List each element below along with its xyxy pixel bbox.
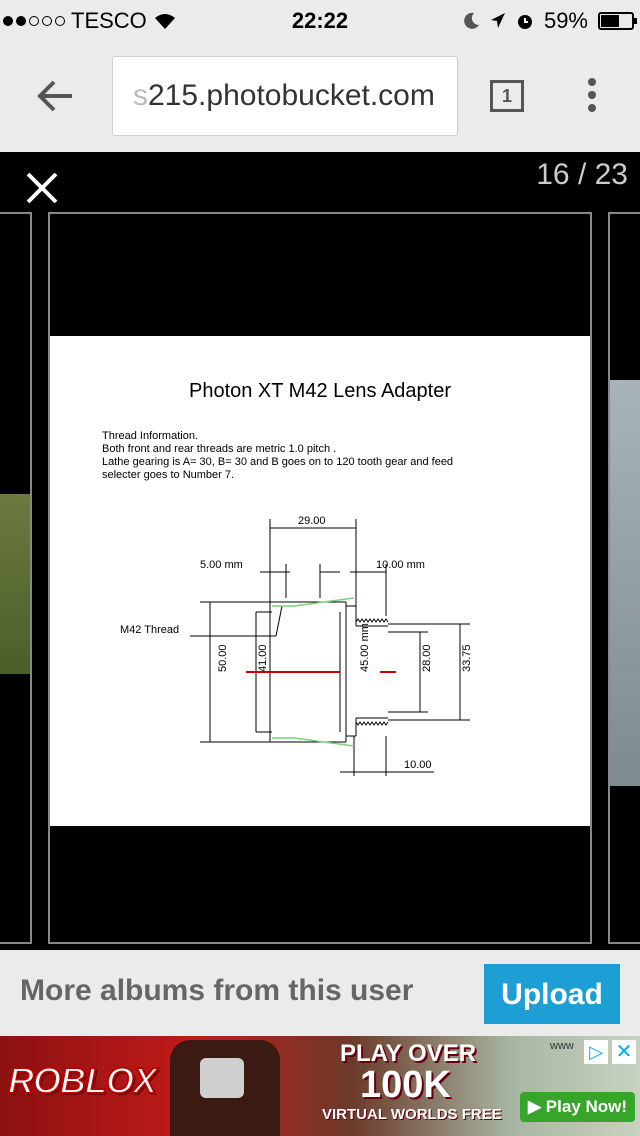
note-line: selecter goes to Number 7.: [102, 469, 235, 481]
dim-29: 29.00: [298, 515, 326, 527]
m42-thread-label: M42 Thread: [120, 624, 180, 636]
ad-www: www: [550, 1040, 574, 1052]
ad-subline: VIRTUAL WORLDS FREE: [322, 1106, 502, 1123]
url-hidden-part: s: [133, 79, 148, 112]
play-icon: ▶: [528, 1097, 546, 1116]
dim-10mm: 10.00 mm: [376, 559, 425, 571]
dim-10: 10.00: [404, 759, 432, 771]
ad-headline: PLAY OVER: [340, 1040, 477, 1067]
note-line: Thread Information.: [102, 430, 198, 442]
dim-5mm: 5.00 mm: [200, 559, 243, 571]
browser-toolbar: [0, 40, 640, 152]
note-line: Lathe gearing is A= 30, B= 30 and B goes on to 120 tooth gear and feed: [102, 456, 454, 468]
play-now-button[interactable]: [520, 1092, 635, 1122]
photo-viewer: [0, 152, 640, 950]
photo-counter: 16 / 23: [536, 158, 628, 191]
back-arrow-icon[interactable]: [36, 76, 76, 116]
play-now-label: Play Now!: [545, 1097, 628, 1116]
tab-switcher-button[interactable]: 1: [490, 80, 524, 112]
carrier-label: TESCO: [71, 8, 147, 33]
clock: 22:22: [291, 8, 349, 33]
samurai-character-image: [170, 1040, 280, 1136]
drawing-title: Photon XT M42 Lens Adapter: [188, 380, 452, 402]
more-albums-link[interactable]: More albums from this user: [20, 974, 414, 1007]
url-text: 215.photobucket.com: [148, 79, 435, 112]
dim-45: 45.00 mm: [359, 623, 371, 672]
roblox-logo: ROBLOX: [8, 1060, 157, 1101]
alarm-icon: [516, 12, 534, 30]
battery-icon: [598, 12, 634, 30]
adchoices-icon[interactable]: ▷: [584, 1040, 608, 1064]
note-line: Both front and rear threads are metric 1.0 pitch .: [102, 443, 337, 455]
dim-33-75: 33.75: [461, 644, 473, 672]
battery-percent: 59%: [543, 8, 588, 33]
dim-28: 28.00: [421, 644, 433, 672]
roblox-ad-banner[interactable]: [0, 1036, 640, 1136]
drawing-image: [50, 336, 590, 826]
ad-number: 100K: [360, 1064, 451, 1106]
url-bar[interactable]: [112, 56, 458, 136]
ad-close-icon[interactable]: ✕: [612, 1040, 636, 1064]
albums-bar: [0, 950, 640, 1036]
technical-drawing: [50, 336, 590, 826]
status-bar: [0, 0, 640, 40]
location-arrow-icon: [490, 12, 506, 30]
close-icon[interactable]: [24, 170, 60, 206]
dim-41: 41.00: [257, 644, 269, 672]
dim-50: 50.00: [217, 644, 229, 672]
next-photo-thumbnail[interactable]: [608, 212, 640, 944]
overflow-menu-icon[interactable]: [588, 78, 596, 117]
upload-button[interactable]: Upload: [484, 964, 620, 1024]
previous-photo-thumbnail[interactable]: [0, 212, 32, 944]
moon-icon: [464, 12, 480, 30]
